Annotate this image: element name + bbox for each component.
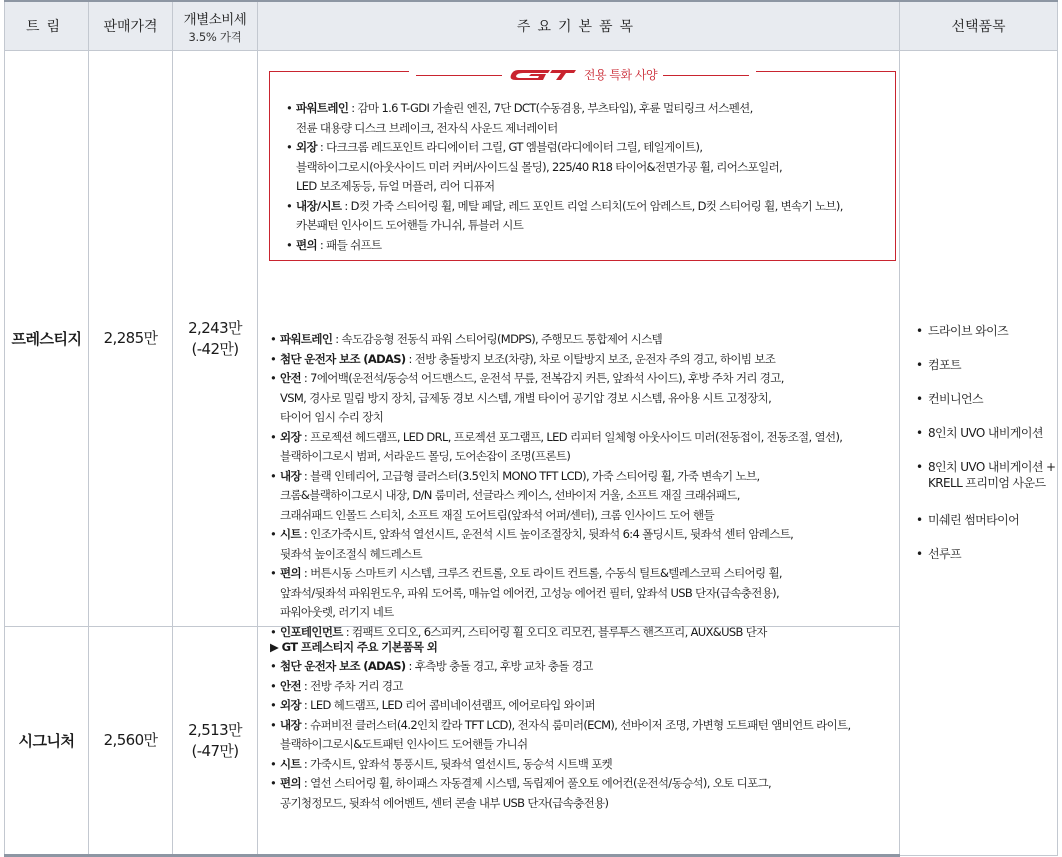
spec-item [268, 716, 851, 755]
option-item [916, 391, 1056, 407]
spec-line: 크래쉬패드 인몰드 스티치, 소프트 재질 도어트림(앞좌석 어퍼/센터), 크롬 인사이드 도어 핸들 [280, 507, 714, 522]
spec-line: 블랙하이그로시(아웃사이드 미러 커버/사이드실 몰딩), 225/40 R18 타이어&전면가공 휠, 리어스포일러, [296, 159, 783, 174]
option-line: • 8인치 UVO 내비게이션 + [928, 460, 1056, 474]
tax-price-value: 2,243만 [188, 318, 242, 337]
spec-line: • 안전 : 전방 주차 거리 경고 [280, 678, 403, 693]
spec-line: • 내장/시트 : D컷 가죽 스티어링 휠, 메탈 페달, 레드 포인트 리얼 스티치(도어 암레스트, D컷 스티어링 휠, 변속기 노브), [296, 198, 843, 213]
spec-line: LED 보조제동등, 듀얼 머플러, 리어 디퓨저 [296, 179, 495, 193]
prestige-spec-list [268, 330, 842, 642]
spec-item [284, 99, 843, 138]
spec-label: 안전 [280, 371, 301, 385]
spec-line: • 내장 : 슈퍼비전 클러스터(4.2인치 칼라 TFT LCD), 전자식 룸미러(ECM), 선바이저 조명, 가변형 도트패턴 앰비언트 라이트, [280, 717, 851, 732]
gt-box-title-text: 전용 특화 사양 [583, 68, 658, 83]
gt-logo-icon [508, 68, 578, 82]
option-line: • 컨비니언스 [928, 392, 983, 406]
spec-line: 카본패턴 인사이드 도어핸들 가니쉬, 튜블러 시트 [296, 218, 524, 232]
spec-label: 편의 [296, 237, 317, 252]
spec-label: 내장 [280, 717, 301, 732]
spec-label: 편의 [280, 566, 301, 580]
tax-price-signature [173, 627, 258, 856]
header-specs: 주요기본품목 [258, 1, 900, 51]
header-tax-price [173, 1, 258, 51]
header-tax-sub: 3.5% 가격 [188, 29, 242, 44]
spec-line: • 인포테인먼트 : 컴팩트 오디오, 6스피커, 스티어링 휠 오디오 리모컨, 블루투스 핸즈프리, AUX&USB 단자 [280, 624, 767, 639]
spec-label: 외장 [280, 698, 301, 712]
specs-prestige [258, 51, 900, 639]
options-cell [900, 51, 1058, 856]
spec-item [268, 677, 851, 697]
spec-label: 첨단 운전자 보조 (ADAS) [280, 351, 406, 366]
spec-line: 앞좌석/뒷좌석 파워윈도우, 파워 도어록, 매뉴얼 에어컨, 고성능 에어컨 필터, 앞좌석 USB 단자(급속충전용), [280, 585, 779, 600]
option-line: • 미쉐린 썸머타이어 [928, 513, 1020, 527]
header-tax-label: 개별소비세 [183, 11, 247, 28]
spec-line: • 내장 : 블랙 인테리어, 고급형 클러스터(3.5인치 MONO TFT LCD), 가죽 스티어링 휠, 가죽 변속기 노브, [280, 468, 760, 483]
spec-label: 내장/시트 [296, 198, 342, 213]
trim-prestige: 프레스티지 [5, 51, 89, 627]
spec-line: • 외장 : 다크크롬 레드포인트 라디에이터 그릴, GT 엠블럼(라디에이터 그릴, 테일게이트), [296, 140, 703, 154]
spec-item [268, 657, 851, 677]
price-signature: 2,560만 [89, 627, 173, 856]
header-row [5, 1, 1058, 51]
spec-line: • 외장 : LED 헤드램프, LED 리어 콤비네이션램프, 에어로타입 와이퍼 [280, 698, 595, 712]
option-item [916, 512, 1056, 528]
gt-box-title [270, 62, 895, 84]
spec-label: 안전 [280, 678, 301, 693]
spec-label: 외장 [296, 140, 317, 154]
header-trim: 트림 [5, 1, 89, 51]
option-item [916, 546, 1056, 562]
spec-line: • 편의 : 버튼시동 스마트키 시스템, 크루즈 컨트롤, 오토 라이트 컨트롤, 수동식 틸트&텔레스코픽 스티어링 휠, [280, 566, 782, 580]
spec-item [268, 564, 842, 623]
tax-price-diff: (-42만) [191, 339, 239, 358]
tax-price-value: 2,513만 [188, 720, 242, 739]
spec-line: VSM, 경사로 밀림 방지 장치, 급제동 경보 시스템, 개별 타이어 공기압 경보 시스템, 유아용 시트 고정장치, [280, 390, 772, 405]
spec-line: 크롬&블랙하이그로시 내장, D/N 룸미러, 선글라스 케이스, 선바이저 거울, 소프트 재질 크래쉬패드, [280, 488, 740, 502]
signature-spec-list [268, 657, 851, 813]
spec-label: 인포테인먼트 [280, 624, 343, 639]
spec-line: • 편의 : 패들 쉬프트 [296, 237, 382, 252]
spec-item [268, 755, 851, 775]
signature-heading: ▶ GT 프레스티지 주요 기본품목 외 [270, 640, 438, 654]
title-rule-right [663, 75, 749, 77]
spec-line: • 외장 : 프로젝션 헤드램프, LED DRL, 프로젝션 포그램프, LED 리피터 일체형 아웃사이드 미러(전동접이, 전동조절, 열선), [280, 429, 843, 444]
prestige-row [5, 51, 1058, 627]
spec-line: • 편의 : 열선 스티어링 휠, 하이패스 자동결제 시스템, 독립제어 풀오토 에어컨(운전석/동승석), 오토 디포그, [280, 776, 772, 790]
spec-line: • 시트 : 가죽시트, 앞좌석 통풍시트, 뒷좌석 열선시트, 동승석 시트백 포켓 [280, 756, 613, 771]
spec-item [268, 525, 842, 564]
option-line: KRELL 프리미엄 사운드 [928, 476, 1046, 490]
spec-item [268, 774, 851, 813]
spec-line: 전륜 대용량 디스크 브레이크, 전자식 사운드 제너레이터 [296, 120, 558, 135]
spec-line: • 파워트레인 : 속도감응형 전동식 파워 스티어링(MDPS), 주행모드 통합제어 시스템 [280, 332, 663, 346]
option-item [916, 459, 1056, 491]
spec-line: 파워아웃렛, 러기지 네트 [280, 605, 394, 619]
spec-label: 첨단 운전자 보조 (ADAS) [280, 659, 406, 673]
spec-line: • 첨단 운전자 보조 (ADAS) : 후측방 충돌 경고, 후방 교차 충돌 경고 [280, 659, 593, 673]
spec-line: • 첨단 운전자 보조 (ADAS) : 전방 충돌방지 보조(차량), 차로 이탈방지 보조, 운전자 주의 경고, 하이빔 보조 [280, 351, 776, 366]
spec-item [268, 350, 842, 370]
header-price: 판매가격 [89, 1, 173, 51]
spec-label: 편의 [280, 776, 301, 790]
spec-line: 블랙하이그로시 범퍼, 서라운드 몰딩, 도어손잡이 조명(프론트) [280, 449, 571, 463]
spec-line: 공기청정모드, 뒷좌석 에어벤트, 센터 콘솔 내부 USB 단자(급속충전용) [280, 795, 609, 810]
spec-label: 시트 [280, 756, 301, 771]
spec-item [284, 138, 843, 197]
spec-label: 파워트레인 [296, 101, 349, 115]
spec-line: • 파워트레인 : 감마 1.6 T-GDI 가솔린 엔진, 7단 DCT(수동겸용, 부츠타입), 후륜 멀티링크 서스펜션, [296, 101, 753, 115]
specs-signature [258, 624, 900, 856]
spec-line: • 안전 : 7에어백(운전석/동승석 어드밴스드, 운전석 무릎, 전복감지 커튼, 앞좌석 사이드), 후방 주차 거리 경고, [280, 371, 784, 385]
spec-item [268, 330, 842, 350]
option-item [916, 425, 1056, 441]
gt-special-box [269, 68, 896, 261]
gt-spec-list [284, 99, 843, 255]
title-rule-left [416, 75, 502, 77]
spec-line: 블랙하이그로시&도트패턴 인사이드 도어핸들 가니쉬 [280, 737, 528, 751]
trim-signature: 시그니처 [5, 627, 89, 856]
spec-line: 타이어 임시 수리 장치 [280, 410, 384, 424]
price-table [4, 0, 1058, 857]
option-line: • 컴포트 [928, 358, 961, 372]
header-options: 선택품목 [900, 1, 1058, 51]
signature-spec-block [268, 637, 851, 813]
spec-line: 뒷좌석 높이조절식 헤드레스트 [280, 546, 422, 561]
spec-item [268, 467, 842, 526]
price-prestige: 2,285만 [89, 51, 173, 627]
spec-item [284, 236, 843, 256]
tax-price-diff: (-47만) [191, 741, 239, 760]
option-line: • 8인치 UVO 내비게이션 [928, 426, 1043, 440]
spec-item [268, 696, 851, 716]
spec-item [268, 369, 842, 428]
tax-price-prestige [173, 51, 258, 627]
spec-label: 파워트레인 [280, 332, 333, 346]
option-line: • 드라이브 와이즈 [928, 324, 1009, 338]
option-line: • 선루프 [928, 547, 961, 561]
spec-item [268, 428, 842, 467]
options-list [916, 323, 1056, 580]
spec-item [284, 197, 843, 236]
spec-label: 시트 [280, 527, 301, 541]
spec-label: 외장 [280, 429, 301, 444]
spec-label: 내장 [280, 468, 301, 483]
spec-line: • 시트 : 인조가죽시트, 앞좌석 열선시트, 운전석 시트 높이조절장치, 뒷좌석 6:4 폴딩시트, 뒷좌석 센터 암레스트, [280, 527, 794, 541]
option-item [916, 323, 1056, 339]
option-item [916, 357, 1056, 373]
